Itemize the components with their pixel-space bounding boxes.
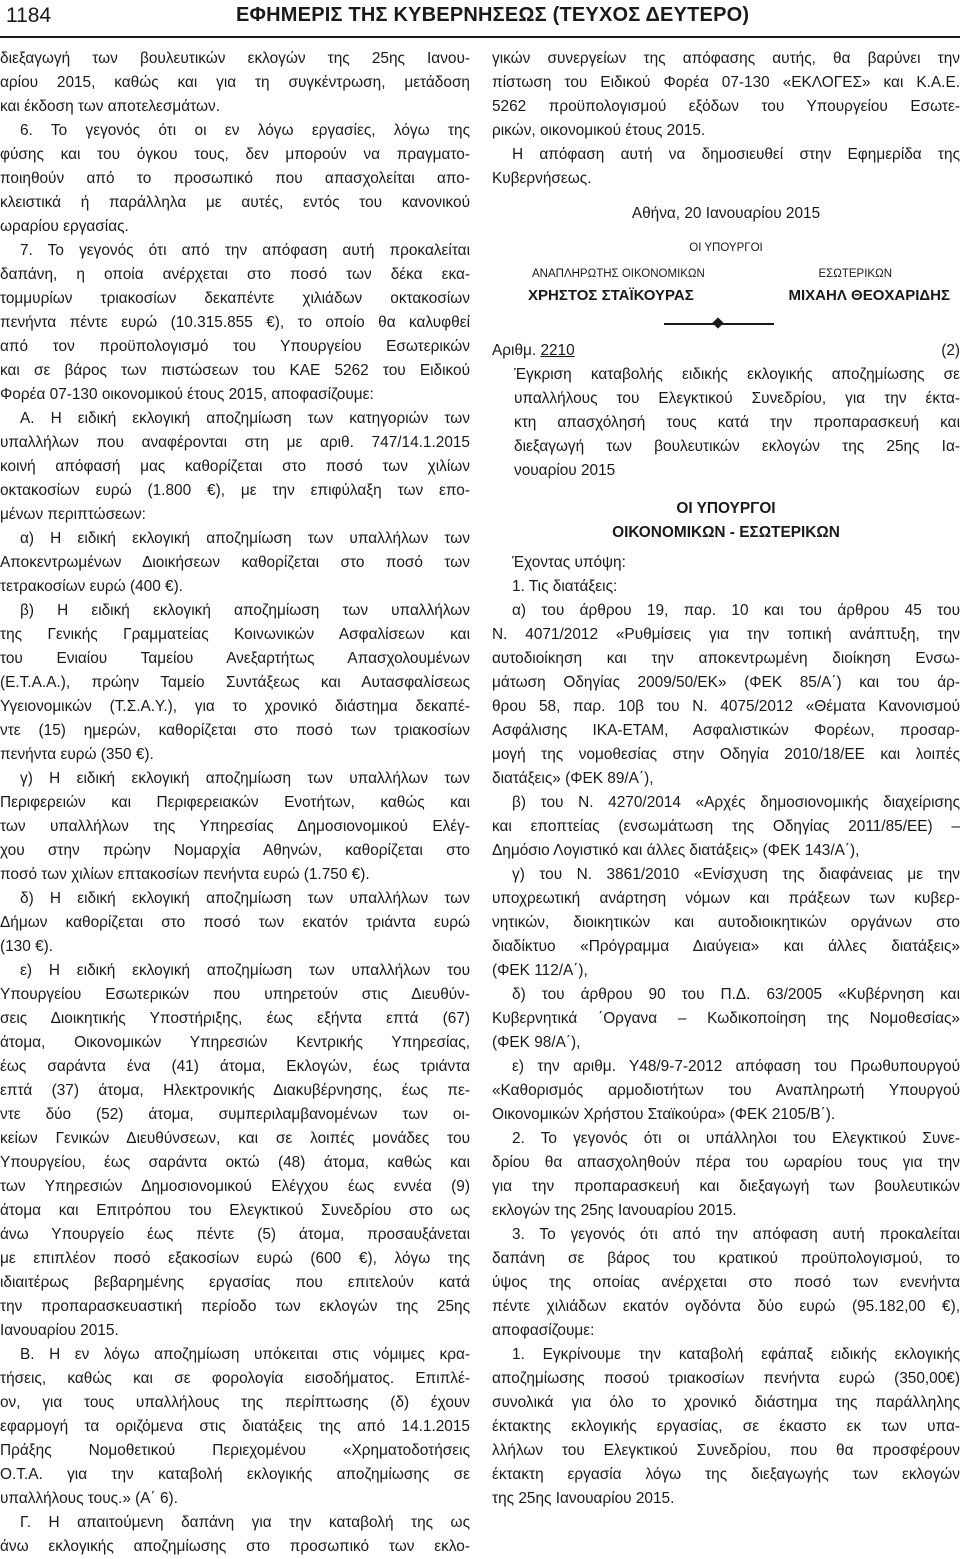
decision-series: (2) (941, 342, 960, 359)
text-line: γ) Η ειδική εκλογική αποζημίωση των υπαλλήλων των (20, 770, 470, 787)
right-top-text (492, 47, 960, 191)
text-line: άνω Υπουργείο έως πέντε (5) άτομα, προσαυξάνεται (0, 1226, 470, 1243)
left-column (0, 47, 470, 1559)
text-line: νουαρίου 2015 (514, 462, 616, 479)
text-line: σεις Διοικητικής Υποστήριξης, έως εξήντα επτά (67) (0, 1010, 470, 1027)
text-line: δαπάνη σε βάρος του κρατικού προϋπολογισμού, το (492, 1250, 960, 1267)
text-line: τετρακοσίων ευρώ (400 €). (0, 578, 184, 595)
text-line: Αποκεντρωμένων Διοικήσεων καθορίζεται στο ποσό των (0, 554, 470, 571)
text-line: τομμυρίων τριακοσίων δεκαπέντε χιλιάδων οκτακοσίων (0, 290, 470, 307)
text-line: (ΦΕΚ 98/Α΄), (492, 1034, 581, 1051)
text-line: Γ. Η απαιτούμενη δαπάνη για την καταβολή της ως (20, 1514, 470, 1531)
text-line: τήσεις, καθώς και σε φορολογία εισοδήματος. Επιπλέ- (0, 1370, 470, 1387)
text-line: διαδίκτυο «Πρόγραμμα Διαύγεια» και άλλες διατάξεις» (492, 938, 960, 955)
signature-name-right: ΜΙΧΑΗΛ ΘΕΟΧΑΡΙΔΗΣ (788, 287, 950, 304)
text-line: ύψος της οποίας ανέρχεται στο ποσό των ενενήντα (492, 1274, 960, 1291)
text-line: Υπουργείου Εσωτερικών που υπηρετούν στις Διευθύν- (0, 986, 470, 1003)
signature-role-right: ΕΣΩΤΕΡΙΚΩΝ (818, 268, 892, 280)
text-line: ντε (15) ημερών, καθορίζεται στο ποσό των τριακοσίων (0, 722, 470, 739)
text-line: πενήντα πέντε ευρώ (10.315.855 €), το οποίο θα καλυφθεί (0, 314, 470, 331)
text-line: άνω εκλογικής αποζημίωσης στο προσωπικό των εκλο- (0, 1538, 470, 1555)
text-line: κλειστικά ή παράλληλα με αυτές, εντός του κανονικού (0, 194, 470, 211)
text-line: διεξαγωγή των βουλευτικών εκλογών της 25ης Ια- (514, 438, 960, 455)
text-line: κτη απασχόλησή τους κατά την προπαρασκευή και (514, 414, 960, 431)
text-line: Έγκριση καταβολής ειδικής εκλογικής αποζημίωσης σε (514, 366, 960, 383)
text-line: λλήλων του Ελεγκτικού Συνεδρίου, που θα προσφέρουν (492, 1442, 960, 1459)
text-line: Β. Η εν λόγω αποζημίωση υπόκειται στις νόμιμες κρα- (20, 1346, 470, 1363)
text-line: αποζημίωσης ποσού τριακοσίων πενήντα ευρώ (350,00€) (492, 1370, 960, 1387)
text-line: δ) Η ειδική εκλογική αποζημίωση των υπαλλήλων των (20, 890, 470, 907)
text-line: του Ενιαίου Ταμείου Ανεξαρτήτως Απασχολουμένων (0, 650, 470, 667)
text-line: Κυβερνητικά ΄Οργανα – Κωδικοποίηση της Νομοθεσίας» (492, 1010, 960, 1027)
section-divider (492, 309, 960, 339)
text-line: χου στην πρώην Νομαρχία Αθηνών, καθορίζεται στο (0, 842, 470, 859)
text-line: Ν. 4071/2012 «Ρυθμίσεις για την τοπική ανάπτυξη, την (492, 626, 960, 643)
decision-number-value: 2210 (540, 342, 575, 359)
text-line: Η απόφαση αυτή να δημοσιευθεί στην Εφημερίδα της (512, 146, 960, 163)
text-line: νητικών, διοικητικών και αυτοδιοικητικών οργάνων στο (492, 914, 960, 931)
text-line: για την προπαρασκευή και διεξαγωγή των βουλευτικών (492, 1178, 960, 1195)
text-line: αρίου 2015, καθώς και για τη συγκέντρωση, μετάδοση (0, 74, 470, 91)
text-line: «Καθορισμός αρμοδιοτήτων του Αναπληρωτή Υπουργού (492, 1082, 960, 1099)
text-line: ποιηθούν από το προσωπικό που απασχολείται απο- (0, 170, 470, 187)
text-line: Υγειονομικών (Τ.Σ.Α.Υ.), για το χρονικό διάστημα δεκαπέ- (0, 698, 470, 715)
signature-name-left: ΧΡΗΣΤΟΣ ΣΤΑΪΚΟΥΡΑΣ (528, 287, 694, 304)
right-column (492, 47, 960, 1511)
signature-names (492, 283, 960, 309)
text-line: άτομα και Επιτρόπου του Ελεγκτικού Συνεδρίου στο ως (0, 1202, 470, 1219)
text-line: υποχρεωτική ανάρτηση νόμων και πράξεων των κυβερ- (492, 890, 960, 907)
text-line: υπαλλήλους τους.» (Α΄ 6). (0, 1490, 178, 1507)
text-line: μένων περιπτώσεων: (0, 506, 146, 523)
text-line: και έκδοση των αποτελεσμάτων. (0, 98, 221, 115)
text-line: την προπαρασκευαστική περίοδο των εκλογών της 25ης (0, 1298, 470, 1315)
decision-number (492, 339, 575, 363)
text-line: πέντε χιλιάδων εκατόν ογδόντα δύο ευρώ (95.182,00 €), (492, 1298, 960, 1315)
text-line: Πράξης Νομοθετικού Περιεχομένου «Χρηματοδοτήσεις (0, 1442, 470, 1459)
text-line: ον, για τους υπαλλήλους της περίπτωσης (δ) έχουν (0, 1394, 470, 1411)
text-line: β) του Ν. 4270/2014 «Αρχές δημοσιονομικής διαχείρισης (512, 794, 960, 811)
text-line: (130 €). (0, 938, 54, 955)
text-line: Δημόσιο Λογιστικό και άλλες διατάξεις» (ΦΕΚ 143/Α΄), (492, 842, 860, 859)
text-line: μάτωση Οδηγίας 2009/50/ΕΚ» (ΦΕΚ 85/Α΄) και του άρ- (492, 674, 960, 691)
text-line: ωραρίου εργασίας. (0, 218, 129, 235)
text-line: με επιπλέον ποσό εξακοσίων ευρώ (600 €), λόγω της (0, 1250, 470, 1267)
text-line: Φορέα 07-130 οικονομικού έτους 2015, αποφασίζουμε: (0, 386, 374, 403)
text-line: Κυβερνήσεως. (492, 170, 592, 187)
text-line: πενήντα ευρώ (350 €). (0, 746, 154, 763)
text-line: έκτακτη εργασία λόγω της διεξαγωγής των εκλογών (492, 1466, 960, 1483)
decision-subject (492, 363, 960, 483)
signature-roles (492, 265, 960, 283)
page-header (0, 0, 960, 36)
text-line: δαπάνη, η οποία ανέρχεται στο ποσό των δέκα εκα- (0, 266, 470, 283)
text-line: Ο.Τ.Α. για την καταβολή εκλογικής αποζημίωσης σε (0, 1466, 470, 1483)
text-line: εκλογών της 25ης Ιανουαρίου 2015. (492, 1202, 737, 1219)
text-line: από τον προϋπολογισμό του Υπουργείου Εσωτερικών (0, 338, 470, 355)
text-line: υπαλλήλων που αναφέρονται στη με αριθ. 747/14.1.2015 (0, 434, 470, 451)
gazette-title: ΕΦΗΜΕΡΙΣ ΤΗΣ ΚΥΒΕΡΝΗΣΕΩΣ (ΤΕΥΧΟΣ ΔΕΥΤΕΡΟ) (236, 4, 750, 26)
text-line: των υπαλλήλων της Υπηρεσίας Δημοσιονομικού Ελέγ- (0, 818, 470, 835)
text-line: συνολικά για όλο το χρονικό διάστημα της παράλληλης (492, 1394, 960, 1411)
text-line: της 25ης Ιανουαρίου 2015. (492, 1490, 675, 1507)
signature-place-date: Αθήνα, 20 Ιανουαρίου 2015 (631, 205, 821, 222)
divider-diamond-icon (712, 317, 723, 328)
text-line: Υπουργείου, έως σαράντα οκτώ (48) άτομα, καθώς και (0, 1154, 470, 1171)
text-line: γικών συνεργείων της απόφασης αυτής, θα βαρύνει την (492, 50, 960, 67)
ministries-heading: ΟΙΚΟΝΟΜΙΚΩΝ - ΕΣΩΤΕΡΙΚΩΝ (612, 524, 840, 541)
text-line: Οικονομικών Χρήστου Σταϊκούρα» (ΦΕΚ 2105/Β΄). (492, 1106, 836, 1123)
text-line: αποφασίζουμε: (492, 1322, 595, 1339)
text-line: εφαρμογή τα οριζόμενα στις διατάξεις της από 14.1.2015 (0, 1418, 470, 1435)
text-line: Α. Η ειδική εκλογική αποζημίωση των κατηγοριών των (20, 410, 470, 427)
text-line: Περιφερειών και Περιφερειακών Ενοτήτων, καθώς και (0, 794, 470, 811)
ministers-heading: ΟΙ ΥΠΟΥΡΓΟΙ (676, 500, 776, 517)
text-line: δ) του άρθρου 90 του Π.Δ. 63/2005 «Κυβέρνηση και (512, 986, 960, 1003)
text-line: δρίου θα απασχοληθούν πέρα του ωραρίου τους για την (492, 1154, 960, 1171)
text-line: έως σαράντα ένα (41) άτομα, Εκλογών, έως τριάντα (0, 1058, 470, 1075)
text-line: γ) του Ν. 3861/2010 «Ενίσχυση της διαφάνειας με την (512, 866, 960, 883)
text-line: θρου 58, παρ. 10β του Ν. 4075/2012 «Θέματα Κανονισμού (492, 698, 960, 715)
text-line: φύσης και του όγκου τους, δεν μπορούν να πραγματο- (0, 146, 470, 163)
text-line: α) του άρθρου 19, παρ. 10 και του άρθρου 45 του (512, 602, 960, 619)
text-line: κοινή απόφασή μας καθορίζεται στο ποσό των χιλίων (0, 458, 470, 475)
text-line: 1. Εγκρίνουμε την καταβολή εφάπαξ ειδικής εκλογικής (512, 1346, 960, 1363)
text-line: β) Η ειδική εκλογική αποζημίωση των υπαλλήλων (20, 602, 470, 619)
text-line: και εποπτείας (ενσωμάτωση της Οδηγίας 2011/85/ΕΕ) – (492, 818, 960, 835)
text-line: ντε δύο (52) άτομα, συμπεριλαμβανομένων των οι- (0, 1106, 470, 1123)
text-line: Ιανουαρίου 2015. (0, 1322, 119, 1339)
text-line: επτά (37) άτομα, Ηλεκτρονικής Διακυβέρνησης, έως πε- (0, 1082, 470, 1099)
text-line: 1. Τις διατάξεις: (512, 578, 618, 595)
text-line: υπαλλήλους του Ελεγκτικού Συνεδρίου, για την έκτα- (514, 390, 960, 407)
text-line: ιδιαιτέρως βεβαρημένης εργασίας που επιτελούν κατά (0, 1274, 470, 1291)
text-line: Ασφάλισης ΙΚΑ-ΕΤΑΜ, Ασφαλιστικών Φορέων, προσαρ- (492, 722, 960, 739)
text-line: διατάξεις» (ΦΕΚ 89/Α΄), (492, 770, 654, 787)
text-line: (Ε.Τ.Α.Α.), πρώην Ταμείο Συντάξεως και Αυτασφαλίσεως (0, 674, 470, 691)
text-line: ρικών, οικονομικού έτους 2015. (492, 122, 706, 139)
signature-role-left: ΑΝΑΠΛΗΡΩΤΗΣ ΟΙΚΟΝΟΜΙΚΩΝ (532, 268, 705, 280)
header-rule (0, 36, 960, 38)
signature-heading: ΟΙ ΥΠΟΥΡΓΟΙ (689, 242, 763, 254)
text-line: 3. Το γεγονός ότι από την απόφαση αυτή προκαλείται (512, 1226, 960, 1243)
text-line: άτομα, Οικονομικών Υπηρεσιών Κεντρικής Υπηρεσίας, (0, 1034, 470, 1051)
page-number: 1184 (6, 4, 52, 27)
text-line: κείων Γενικών Διευθύνσεων, και σε λοιπές μονάδες του (0, 1130, 470, 1147)
text-line: Έχοντας υπόψη: (512, 554, 626, 571)
text-line: οκτακοσίων ευρώ (1.800 €), με την επιφύλαξη των επο- (0, 482, 470, 499)
text-line: πίστωση του Ειδικού Φορέα 07-130 «ΕΚΛΟΓΕΣ» και Κ.Α.Ε. (492, 74, 960, 91)
text-line: των Υπηρεσιών Δημοσιονομικού Ελέγχου έως εννέα (9) (0, 1178, 470, 1195)
right-body-text (492, 551, 960, 1511)
text-line: διεξαγωγή των βουλευτικών εκλογών της 25ης Ιανου- (0, 50, 470, 67)
text-line: ποσό των χιλίων επτακοσίων πενήντα ευρώ (1.750 €). (0, 866, 370, 883)
text-line: αυτοδιοίκηση και την αποκεντρωμένη διοίκηση Ενσω- (492, 650, 960, 667)
text-line: Δήμων καθορίζεται στο ποσό των εκατόν τριάντα ευρώ (0, 914, 470, 931)
text-line: έκτακτης εκλογικής εργασίας, σε έκαστο εκ των υπα- (492, 1418, 960, 1435)
decision-number-row (492, 339, 960, 363)
text-line: 5262 προϋπολογισμού εξόδων του Υπουργείου Εσωτε- (492, 98, 960, 115)
text-line: και σε βάρος των πιστώσεων του ΚΑΕ 5262 του Ειδικού (0, 362, 470, 379)
text-line: (ΦΕΚ 112/Α΄), (492, 962, 588, 979)
text-line: α) Η ειδική εκλογική αποζημίωση των υπαλλήλων των (20, 530, 470, 547)
text-line: 2. Το γεγονός ότι οι υπάλληλοι του Ελεγκτικού Συνε- (512, 1130, 960, 1147)
text-line: ε) την αριθμ. Υ48/9-7-2012 απόφαση του Πρωθυπουργού (512, 1058, 960, 1075)
text-line: 7. Το γεγονός ότι από την απόφαση αυτή προκαλείται (20, 242, 470, 259)
text-line: 6. Το γεγονός ότι οι εν λόγω εργασίες, λόγω της (20, 122, 470, 139)
text-line: μογή της νομοθεσίας στην Οδηγία 2010/18/ΕΕ και λοιπές (492, 746, 960, 763)
text-line: της Γενικής Γραμματείας Κοινωνικών Ασφαλίσεων και (0, 626, 470, 643)
text-line: ε) Η ειδική εκλογική αποζημίωση των υπαλλήλων του (20, 962, 470, 979)
decision-number-label: Αριθμ. (492, 342, 537, 359)
